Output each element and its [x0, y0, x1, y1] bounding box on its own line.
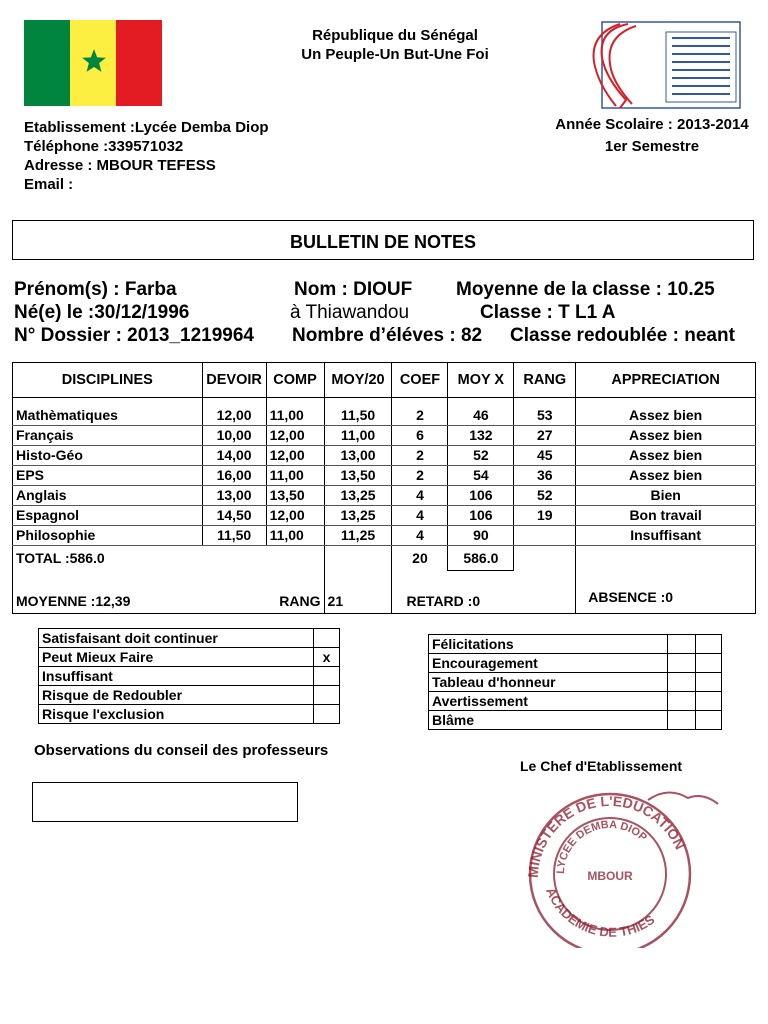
stamp-inner-text: LYCEE DEMBA DIOP	[554, 818, 649, 875]
svg-text:MINISTERE DE L'EDUCATION	[525, 793, 689, 878]
list-item: Blâme	[429, 711, 722, 730]
student-dossier: N° Dossier : 2013_1219964	[14, 325, 254, 346]
col-comp: COMP	[266, 363, 324, 398]
col-devoir: DEVOIR	[202, 363, 266, 398]
checkbox[interactable]	[696, 692, 722, 711]
document-title: BULLETIN DE NOTES	[12, 220, 754, 260]
checkbox[interactable]	[314, 667, 340, 686]
class-repeated: Classe redoublée : neant	[510, 325, 735, 346]
school-address: Adresse : MBOUR TEFESS	[24, 157, 216, 174]
checkbox[interactable]	[696, 654, 722, 673]
checkbox[interactable]	[668, 635, 696, 654]
republic-name: République du Sénégal	[312, 27, 478, 44]
student-nom: Nom : DIOUF	[294, 279, 413, 300]
total-label: TOTAL :586.0	[13, 546, 325, 571]
col-moyx: MOY X	[448, 363, 514, 398]
checkbox[interactable]	[696, 673, 722, 692]
header-center	[250, 26, 540, 64]
year-label: Année Scolaire : 2013-2014	[555, 116, 749, 133]
checkbox[interactable]	[668, 654, 696, 673]
col-rang: RANG	[514, 363, 576, 398]
semester-label: 1er Semestre	[604, 138, 700, 155]
school-stamp-icon	[498, 778, 738, 948]
list-item: Tableau d'honneur	[429, 673, 722, 692]
list-item: Félicitations	[429, 635, 722, 654]
grades-table	[12, 362, 756, 614]
table-row: Anglais 13,00 13,50 13,25 4 106 52 Bien	[13, 486, 756, 506]
stamp-bottom-text: ACADEMIE DE THIES	[543, 885, 658, 940]
table-row: Espagnol 14,50 12,00 13,25 4 106 19 Bon travail	[13, 506, 756, 526]
total-coef: 20	[392, 546, 448, 571]
total-row	[13, 546, 756, 571]
list-item: Avertissement	[429, 692, 722, 711]
checkbox[interactable]: x	[314, 648, 340, 667]
principal-label: Le Chef d'Etablissement	[520, 758, 683, 774]
table-row: EPS 16,00 11,00 13,50 2 54 36 Assez bien	[13, 466, 756, 486]
student-class: Classe : T L1 A	[480, 302, 616, 323]
col-moy20: MOY/20	[324, 363, 392, 398]
decision-table-left	[38, 628, 340, 724]
school-year	[536, 114, 768, 158]
school-info	[24, 118, 269, 194]
list-item: Satisfaisant doit continuer	[39, 629, 340, 648]
table-header-row	[13, 363, 756, 398]
list-item: Risque l'exclusion	[39, 705, 340, 724]
col-coef: COEF	[392, 363, 448, 398]
checkbox[interactable]	[668, 673, 696, 692]
checkbox[interactable]	[314, 629, 340, 648]
col-disciplines: DISCIPLINES	[13, 363, 203, 398]
checkbox[interactable]	[668, 711, 696, 730]
delay-label: RETARD :0	[392, 571, 576, 614]
senegal-flag	[24, 20, 162, 106]
checkbox[interactable]	[314, 686, 340, 705]
student-birthdate: Né(e) le :30/12/1996	[14, 302, 190, 323]
ministry-logo-icon	[580, 20, 742, 112]
student-count: Nombre d’éléves : 82	[292, 325, 483, 346]
list-item: Insuffisant	[39, 667, 340, 686]
table-row: Philosophie 11,50 11,00 11,25 4 90 Insuffisant	[13, 526, 756, 546]
observations-title: Observations du conseil des professeurs	[34, 742, 329, 759]
table-row: Histo-Géo 14,00 12,00 13,00 2 52 45 Assez bien	[13, 446, 756, 466]
school-phone: Téléphone :339571032	[24, 138, 184, 155]
motto: Un Peuple-Un But-Une Foi	[301, 46, 489, 63]
school-email: Email :	[24, 176, 74, 193]
total-moyx: 586.0	[448, 546, 514, 571]
star-icon	[81, 48, 107, 74]
student-birthplace: à Thiawandou	[290, 302, 410, 323]
checkbox[interactable]	[668, 692, 696, 711]
school-name: Etablissement :Lycée Demba Diop	[24, 119, 269, 136]
student-prenom: Prénom(s) : Farba	[14, 279, 177, 300]
col-appreciation: APPRECIATION	[576, 363, 756, 398]
average-label: MOYENNE :12,39	[13, 571, 267, 614]
table-row: Mathèmatiques 12,00 11,00 11,50 2 46 53 Assez bien	[13, 406, 756, 426]
stamp-outer-text: MINISTERE DE L'EDUCATION	[524, 792, 689, 879]
class-average: Moyenne de la classe : 10.25	[456, 279, 715, 300]
observations-box[interactable]	[32, 782, 298, 822]
checkbox[interactable]	[314, 705, 340, 724]
svg-text:LYCEE DEMBA DIOP	[555, 819, 649, 874]
table-row: Français 10,00 12,00 11,00 6 132 27 Assez bien	[13, 426, 756, 446]
svg-text:ACADEMIE DE THIES	[543, 885, 657, 939]
stamp-center-text: MBOUR	[587, 869, 633, 883]
rank-value: 21	[324, 571, 392, 614]
rank-label: RANG	[266, 571, 324, 614]
checkbox[interactable]	[696, 635, 722, 654]
absence-label: ABSENCE :0	[576, 571, 756, 614]
list-item: Risque de Redoubler	[39, 686, 340, 705]
checkbox[interactable]	[696, 711, 722, 730]
list-item: Peut Mieux Faire x	[39, 648, 340, 667]
average-row	[13, 571, 756, 614]
list-item: Encouragement	[429, 654, 722, 673]
decision-table-right	[428, 634, 722, 730]
